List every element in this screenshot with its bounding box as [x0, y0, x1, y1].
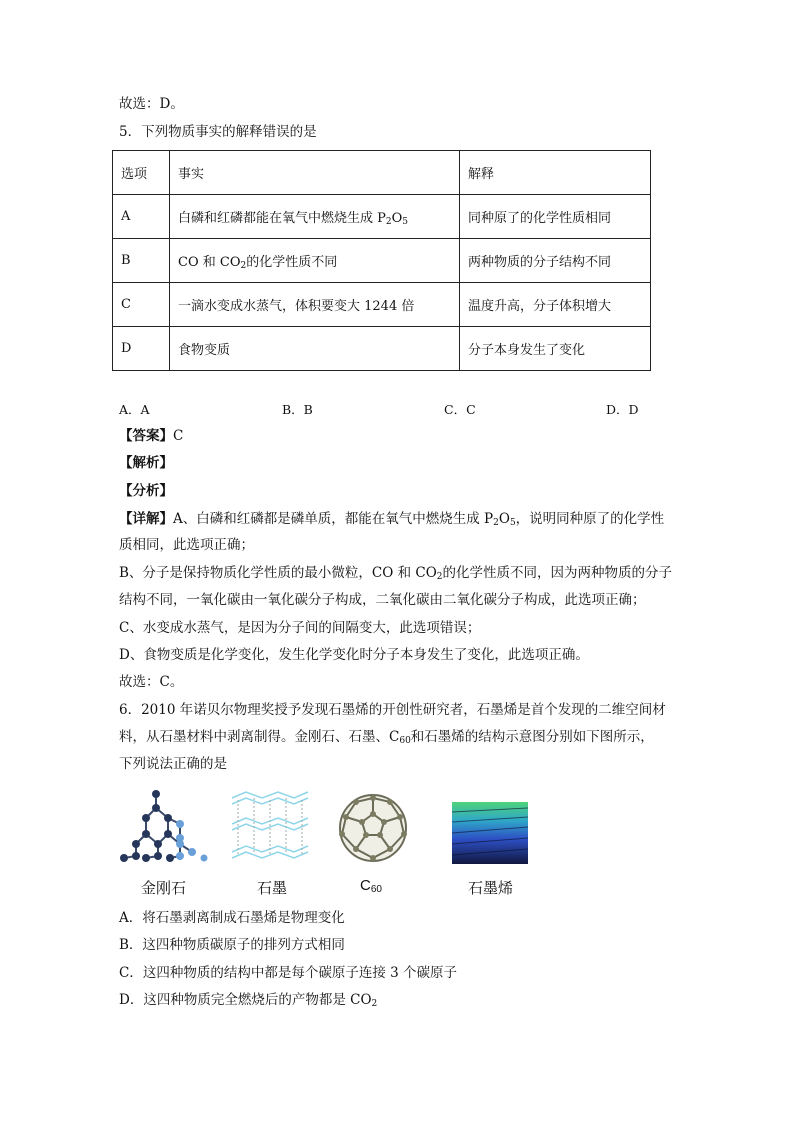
answer-tag: 【答案】	[119, 428, 173, 444]
question-6-stem-3: 下列说法正确的是	[119, 756, 227, 772]
caption-diamond: 金刚石	[141, 880, 187, 897]
row-option: A	[113, 195, 170, 239]
analysis-tag: 【解析】	[119, 455, 173, 471]
row-explanation: 两种物质的分子结构不同	[460, 239, 651, 283]
question-6-stem-2: 料，从石墨材料中剥离制得。金刚石、石墨、$C_{60}$和石墨烯的结构示意图分别如下图所示，	[119, 729, 654, 746]
header-fact: 事实	[170, 151, 460, 195]
answer-value: C	[173, 428, 184, 444]
row-option: C	[113, 283, 170, 327]
detail-line-3: B、分子是保持物质化学性质的最小微粒，CO 和 $CO_2$的化学性质不同，因为两种物质的分子	[119, 565, 673, 582]
caption-graphene: 石墨烯	[468, 880, 514, 897]
detail-line-6: D、食物变质是化学变化，发生化学变化时分子本身发生了变化，此选项正确。	[119, 647, 589, 663]
row-explanation: 分子本身发生了变化	[460, 327, 651, 371]
caption-graphite: 石墨	[257, 880, 288, 897]
detail-line-5: C、水变成水蒸气，是因为分子间的间隔变大，此选项错误；	[119, 620, 481, 636]
previous-answer-choice: 故选：D。	[119, 96, 184, 112]
option-c: C．C	[444, 402, 476, 417]
table-row	[113, 195, 651, 239]
diamond-structure-image	[118, 786, 210, 864]
table-row	[113, 327, 651, 371]
fenxi-tag: 【分析】	[119, 483, 173, 499]
graphite-structure-image	[228, 790, 312, 864]
row-explanation: 温度升高，分子体积增大	[460, 283, 651, 327]
detail-line-4: 结构不同，一氧化碳由一氧化碳分子构成，二氧化碳由二氧化碳分子构成，此选项正确；	[119, 592, 646, 608]
detail-line-1: 【详解】A、白磷和红磷都是磷单质，都能在氧气中燃烧生成 $P_2O_5$，说明同种原了的化学性	[119, 511, 665, 528]
row-option: B	[113, 239, 170, 283]
detail-tag: 【详解】	[119, 511, 173, 527]
option-b: B．B	[282, 402, 313, 417]
q6-option-b: B．这四种物质碳原子的排列方式相同	[119, 937, 345, 953]
caption-c60: $C_{60}$	[360, 877, 382, 895]
row-fact: 白磷和红磷都能在氧气中燃烧生成 $P_2O_5$	[170, 195, 460, 239]
row-option: D	[113, 327, 170, 371]
question-5-stem: 5．下列物质事实的解释错误的是	[119, 124, 317, 140]
question-6-stem-1: 6．2010 年诺贝尔物理奖授予发现石墨烯的开创性研究者，石墨烯是首个发现的二维空间材	[119, 702, 666, 718]
graphene-structure-image	[452, 802, 528, 864]
q6-option-a: A．将石墨剥离制成石墨烯是物理变化	[119, 910, 345, 926]
question-5-table	[112, 150, 651, 371]
c60-structure-image	[334, 790, 412, 866]
option-a: A．A	[119, 402, 150, 417]
row-fact: 食物变质	[170, 327, 460, 371]
row-explanation: 同种原了的化学性质相同	[460, 195, 651, 239]
table-row	[113, 239, 651, 283]
table-row	[113, 283, 651, 327]
detail-line-2: 质相同，此选项正确；	[119, 537, 254, 553]
row-fact: 一滴水变成水蒸气，体积要变大 1244 倍	[170, 283, 460, 327]
final-choice: 故选：C。	[119, 674, 184, 690]
q6-option-d: D．这四种物质完全燃烧后的产物都是 $CO_2$	[119, 992, 378, 1009]
header-option: 选项	[113, 151, 170, 195]
answer-line	[119, 426, 183, 446]
option-d: D．D	[606, 402, 639, 417]
q6-option-c: C．这四种物质的结构中都是每个碳原子连接 3 个碳原子	[119, 965, 458, 981]
table-header-row	[113, 151, 651, 195]
row-fact: CO 和 $CO_2$的化学性质不同	[170, 239, 460, 283]
header-explanation: 解释	[460, 151, 651, 195]
